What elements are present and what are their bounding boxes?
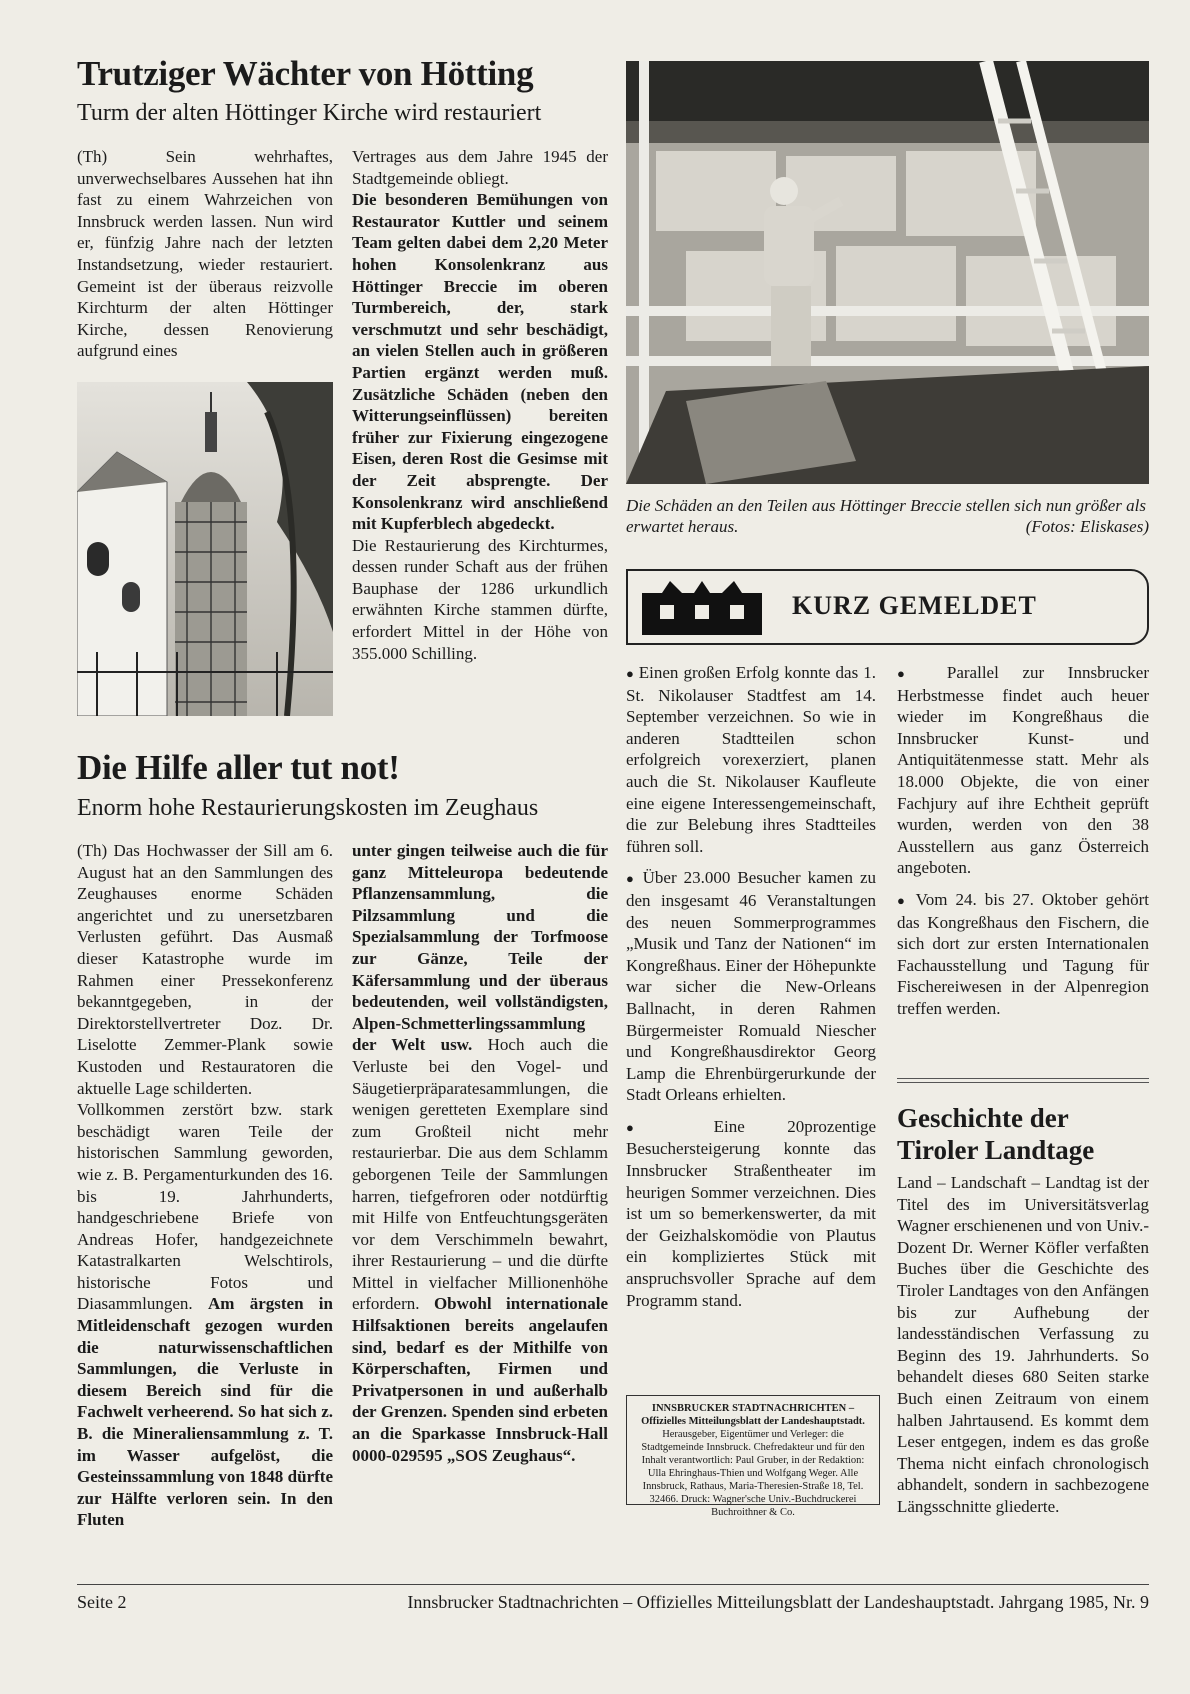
article2-col1-bold: Am ärgsten in Mitleidenschaft gezogen wurden die naturwissenschaftlichen Sammlungen, die Verluste in diesem Bereich sind für die Fachwelt verheerend. So hat sich z. B. die Mineraliensammlung z. T. im Wasser aufgelöst, die Gesteinssammlung von 1848 dürfte zur Hälfte verloren sein. In den Fluten <box>77 1294 333 1530</box>
restorer-scaffold-illustration <box>626 61 1149 484</box>
article1-column2 <box>352 146 608 664</box>
article1-column1 <box>77 146 333 362</box>
photo-credit: (Fotos: Eliskases) <box>1025 517 1149 536</box>
article1-col1-text: (Th) Sein wehrhaftes, unverwechselbares Aussehen hat ihn fast zu einem Wahrzeichen von Innsbruck werden lassen. Nun wird er, fünfzig Jahre nach der letzten Instandsetzung, wieder restauriert. Gemeint ist der überaus reizvolle Kirchturm der alten Höttinger Kirche, dessen Renovierung aufgrund eines <box>77 147 333 361</box>
footer-rule <box>77 1584 1149 1585</box>
restoration-photo <box>626 61 1149 484</box>
imprint-text: Herausgeber, Eigentümer und Verleger: die Stadtgemeinde Innsbruck. Chefredakteur und für den Inhalt verantwortlich: Paul Gruber, in der Redaktion: Ulla Ehringhaus-Thien und Wolfgang Weger. Alle Innsbruck, Rathaus, Maria-Theresien-Straße 18, Tel. 32466. Druck: Wagner'sche Univ.-Buchdruckerei Buchroithner & Co. <box>641 1429 865 1518</box>
article1-col2-bold: Die besonderen Bemühungen von Restaurator Kuttler und seinem Team gelten dabei dem 2,20 Meter hohen Konsolenkranz aus Höttinger Breccie im oberen Turmbereich, der, stark verschmutzt und sehr beschädigt, an vielen Stellen auch in größeren Partien ergänzt werden muß. Zusätzliche Schäden (neben den Witterungseinflüssen) bereiten früher zur Fixierung eingezogene Eisen, deren Rost die Gesimse mit der Zeit absprengte. Der Konsolenkranz wird anschließend mit Kupferblech abgedeckt. <box>352 190 608 534</box>
article2-column2 <box>352 840 608 1466</box>
article3-column <box>897 1172 1149 1518</box>
photo-caption-text: Die Schäden an den Teilen aus Höttinger Breccie stellen sich nun größer als erwartet heraus. <box>626 496 1146 536</box>
article2-col2-bold: unter gingen teilweise auch die für ganz Mitteleuropa bedeutende Pflanzensammlung, die Pilzsammlung und die Spezialsammlung der Torfmoose zur Gänze, Teile der Käfersammlung und der überaus bedeutenden, weil vollständigsten, Alpen-Schmetterlingssammlung der Welt usw. <box>352 841 608 1055</box>
footer-publication: Innsbrucker Stadtnachrichten – Offizielles Mitteilungsblatt der Landeshauptstadt. Jahrgang 1985, Nr. 9 <box>407 1592 1149 1612</box>
church-tower-photo <box>77 382 333 716</box>
article1-title: Trutziger Wächter von Hötting <box>77 54 534 93</box>
article2-col2-bold2: Obwohl internationale Hilfsaktionen bereits angelaufen sind, bedarf es der Mithilfe von Körperschaften, Firmen und Privatpersonen in und außerhalb der Grenzen. Spenden sind erbeten an die Sparkasse Innsbruck-Hall 0000-029595 „SOS Zeughaus“. <box>352 1294 608 1465</box>
article3-title: Geschichte der Tiroler Landtage <box>897 1103 1095 1165</box>
kurz-column-right <box>897 662 1149 1020</box>
article2-col2-mid: Hoch auch die Verluste bei den Vogel- und Säugetierpräparatesammlungen, die wenigen geretteten Exemplare sind zum Großteil nicht mehr restaurierbar. Die aus dem Schlamm geborgenen Teile der Sammlungen harren, tiefgefroren oder notdürftig mit Hilfe von Entfeuchtungsgeräten vor dem Verschimmeln bewahrt, ihrer Restaurierung – und die dürfte Mittel in vielfacher Millionenhöhe erfordern. <box>352 1035 608 1314</box>
kurz-item-fischerei: ● Vom 24. bis 27. Oktober gehört das Kongreßhaus den Fischern, die sich dort zur ersten Internationalen Fachausstellung und Tagung für Fischereiwesen in der Alpenregion treffen werden. <box>897 889 1149 1020</box>
article2-title: Die Hilfe aller tut not! <box>77 748 400 787</box>
kurz-gemeldet-header <box>626 569 1149 645</box>
kurz-item-stadtfest: ● Einen großen Erfolg konnte das 1. St. Nikolauser Stadtfest am 14. September verzeichnen. So wie in anderen Stadtteilen schon erfolgreich vorexerziert, planen auch die St. Nikolauser Kaufleute eine eigene Interessengemeinschaft, die zur Belebung ihres Stadtteiles führen soll. <box>626 662 876 857</box>
kurz-column-left <box>626 662 876 1311</box>
section-divider <box>897 1078 1149 1083</box>
kurz-gemeldet-title: KURZ GEMELDET <box>792 591 1037 620</box>
footer-page-number: Seite 2 <box>77 1592 127 1612</box>
article2-col1-p1: (Th) Das Hochwasser der Sill am 6. August hat an den Sammlungen des Zeughauses enorme Schäden angerichtet und zu unersetzbaren Verlusten geführt. Das Ausmaß dieser Katastrophe wurde im Rahmen einer Pressekonferenz bekanntgegeben, in der Direktorstellvertreter Doz. Dr. Liselotte Zemmer-Plank sowie Kustoden und Restauratoren die aktuelle Lage schilderten. <box>77 841 333 1098</box>
article2-subtitle: Enorm hohe Restaurierungskosten im Zeughaus <box>77 795 539 821</box>
article3-body: Land – Landschaft – Landtag ist der Titel des im Universitätsverlag Wagner erschienenen und von Univ.-Dozent Dr. Werner Köfler verfaßten Buches über die Geschichte des Tiroler Landtages von den Anfängen bis zur Aufhebung der landesständischen Verfassung zu Beginn des 19. Jahrhunderts. So behandelt dieses 680 Seiten starke Buch einen Zeitraum von einem halben Jahrtausend. Es kommt dem Leser entgegen, indem es das große Thema nicht einfach chronologisch abhandelt, sondern in sachbezogene Längsschnitte gliederte. <box>897 1173 1149 1516</box>
article1-col2-intro: Vertrages aus dem Jahre 1945 der Stadtgemeinde obliegt. <box>352 147 608 188</box>
article1-col2-end: Die Restaurierung des Kirchturmes, dessen runder Schaft aus der frühen Bauphase der 1286 urkundlich erwähnten Kirche stammen dürfte, erfordert Mittel in der Höhe von 355.000 Schilling. <box>352 535 608 663</box>
church-tower-illustration <box>77 382 333 716</box>
article2-col1-p2: Vollkommen zerstört bzw. stark beschädigt waren Teile der historischen Sammlung geworden, wie z. B. Pergamenturkunden des 16. bis 19. Jahrhunderts, handgeschriebene Briefe von Andreas Hofer, handgezeichnete Katastralkarten Welschtirols, historische Fotos und Diasammlungen. <box>77 1100 333 1314</box>
kurz-item-kunstmesse: ● Parallel zur Innsbrucker Herbstmesse findet auch heuer wieder im Kongreßhaus die Innsbrucker Kunst- und Antiquitätenmesse statt. Mehr als 18.000 Objekte, die von einer Fachjury auf ihre Echtheit geprüft wurden, werden von den 38 Ausstellern aus ganz Österreich angeboten. <box>897 662 1149 879</box>
article1-subtitle: Turm der alten Höttinger Kirche wird restauriert <box>77 100 542 126</box>
imprint-title: INNSBRUCKER STADTNACHRICHTEN – Offizielles Mitteilungsblatt der Landeshauptstadt. <box>641 1403 865 1427</box>
photo-caption <box>626 495 1149 537</box>
kurz-item-sommerprogramm: ● Über 23.000 Besucher kamen zu den insgesamt 46 Veranstaltungen des neuen Sommerprogrammes „Musik und Tanz der Nationen“ im Kongreßhaus. Einer der Höhepunkte war sicher die New-Orleans Ballnacht, in deren Rahmen Bürgermeister Romuald Niescher und Kongreßhausdirektor Georg Lamp die Ehrenbürgerurkunde der Stadt Orleans erhielten. <box>626 867 876 1106</box>
imprint-box <box>626 1395 880 1518</box>
article2-column1 <box>77 840 333 1531</box>
kurz-item-strassentheater: ● Eine 20prozentige Besuchersteigerung konnte das Innsbrucker Straßentheater im heurigen Sommer verzeichnen. Dies ist um so bemerkenswerter, da mit der Geizhalskomödie von Plautus ein kompliziertes Stück mit anspruchsvoller Sprache auf dem Programm stand. <box>626 1116 876 1311</box>
kurz-gemeldet-logo-icon <box>642 579 762 635</box>
